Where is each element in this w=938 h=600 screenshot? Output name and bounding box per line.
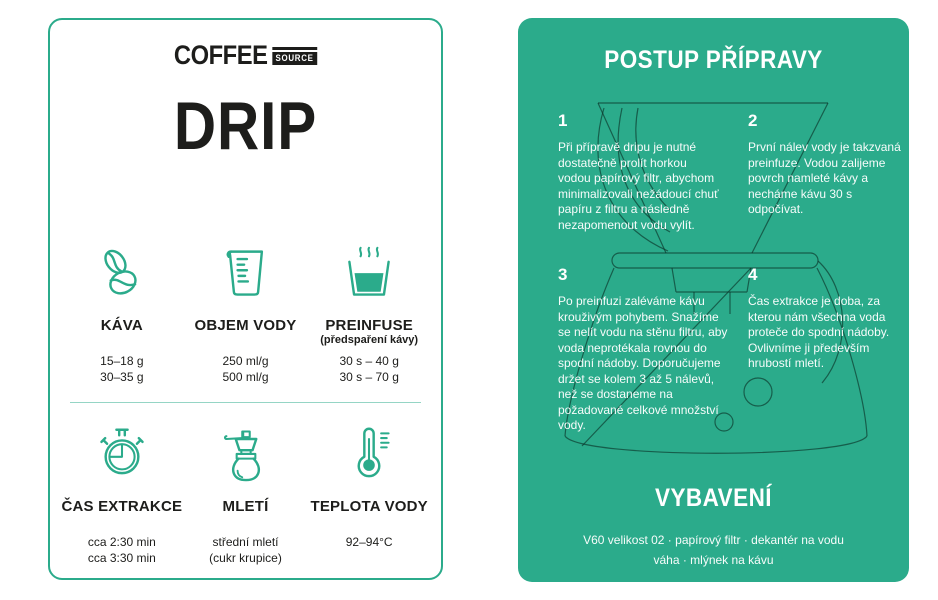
- spec-teplota-vody: [307, 420, 431, 566]
- spec-label: MLETÍ: [222, 498, 269, 515]
- spec-value: 500 ml/g: [222, 370, 269, 384]
- step-text: První nálev vody je takzvaná preinfuze. Vodou zalijeme povrch namleté kávy a necháme kávu 30 s odpočívat.: [748, 140, 901, 216]
- spec-values: [346, 534, 393, 550]
- spec-kava: [60, 239, 184, 385]
- equipment-section: [518, 484, 909, 570]
- step-number: 3: [558, 265, 568, 284]
- steaming-cup-icon: [341, 239, 397, 303]
- step-text: Po preinfuzi zaléváme kávu krouživým pohybem. Snažíme se nelít vodu na stěnu filtru, aby voda neprotékala rovnou do spodní nádoby. Doporučujeme držet se kolem 3 až 5 nálevů, než se dostaneme na požadované celkové množství vody.: [558, 294, 728, 432]
- steps-section-title: POSTUP PŘÍPRAVY: [604, 46, 823, 74]
- equipment-title: VYBAVENÍ: [655, 484, 772, 512]
- logo-coffee-text: COFFEE: [173, 40, 268, 70]
- spec-preinfuse: [307, 239, 431, 385]
- coffee-source-logo: [73, 40, 417, 70]
- grinder-icon: [218, 420, 274, 484]
- spec-values: [100, 353, 143, 385]
- stopwatch-icon: [94, 420, 150, 484]
- spec-value: cca 2:30 min: [87, 535, 156, 549]
- section-divider: [70, 402, 421, 403]
- coffee-beans-icon: [94, 239, 150, 303]
- postup-pripravy-card: [518, 18, 909, 582]
- drip-spec-card: [48, 18, 443, 580]
- step-2: [748, 111, 908, 218]
- equipment-line: váha · mlýnek na kávu: [653, 553, 774, 567]
- spec-values: [339, 353, 398, 385]
- spec-label: KÁVA: [100, 317, 143, 334]
- step-1: [558, 111, 722, 233]
- spec-values: [222, 353, 268, 385]
- spec-values: [88, 534, 156, 566]
- thermometer-icon: [341, 420, 397, 484]
- step-4: [748, 265, 908, 372]
- spec-sublabel: (předspaření kávy): [320, 334, 419, 346]
- spec-objem-vody: [184, 239, 308, 385]
- logo-source-badge: [272, 47, 317, 66]
- logo-source-line: [272, 47, 317, 50]
- spec-mleti: [184, 420, 308, 566]
- spec-value: 30 s – 40 g: [339, 354, 399, 368]
- step-number: 4: [748, 265, 758, 284]
- step-number: 1: [558, 111, 568, 130]
- spec-label: PREINFUSE: [325, 317, 413, 334]
- spec-values: [209, 534, 282, 566]
- spec-value: 30–35 g: [100, 370, 144, 384]
- spec-label: TEPLOTA VODY: [310, 498, 428, 515]
- equipment-list: [518, 530, 909, 570]
- step-3: [558, 265, 728, 434]
- spec-cas-extrakce: [60, 420, 184, 566]
- spec-value: 92–94°C: [345, 535, 393, 549]
- step-text: Čas extrakce je doba, za kterou nám všechna voda proteče do spodní nádoby. Ovlivníme ji především hrubostí mletí.: [748, 294, 890, 370]
- step-number: 2: [748, 111, 758, 130]
- page-title: DRIP: [173, 88, 318, 164]
- spec-value: střední mletí: [212, 535, 279, 549]
- logo-source-text: SOURCE: [272, 52, 317, 66]
- spec-value: 15–18 g: [100, 354, 144, 368]
- step-text: Při přípravě dripu je nutné dostatečně prolít horkou vodou papírový filtr, abychom minimalizovali nežádoucí chuť papíru z filtru a následně nezapomenout vodu vylít.: [558, 140, 719, 232]
- spec-value: cca 3:30 min: [87, 551, 156, 565]
- spec-row-2: [60, 420, 431, 566]
- spec-value: 30 s – 70 g: [339, 370, 399, 384]
- equipment-line: V60 velikost 02 · papírový filtr · dekantér na vodu: [583, 533, 844, 547]
- spec-label: ČAS EXTRAKCE: [61, 498, 183, 515]
- spec-value: (cukr krupice): [209, 551, 282, 565]
- spec-row-1: [60, 239, 431, 385]
- measuring-cup-icon: [218, 239, 274, 303]
- spec-value: 250 ml/g: [222, 354, 269, 368]
- spec-label: OBJEM VODY: [194, 317, 297, 334]
